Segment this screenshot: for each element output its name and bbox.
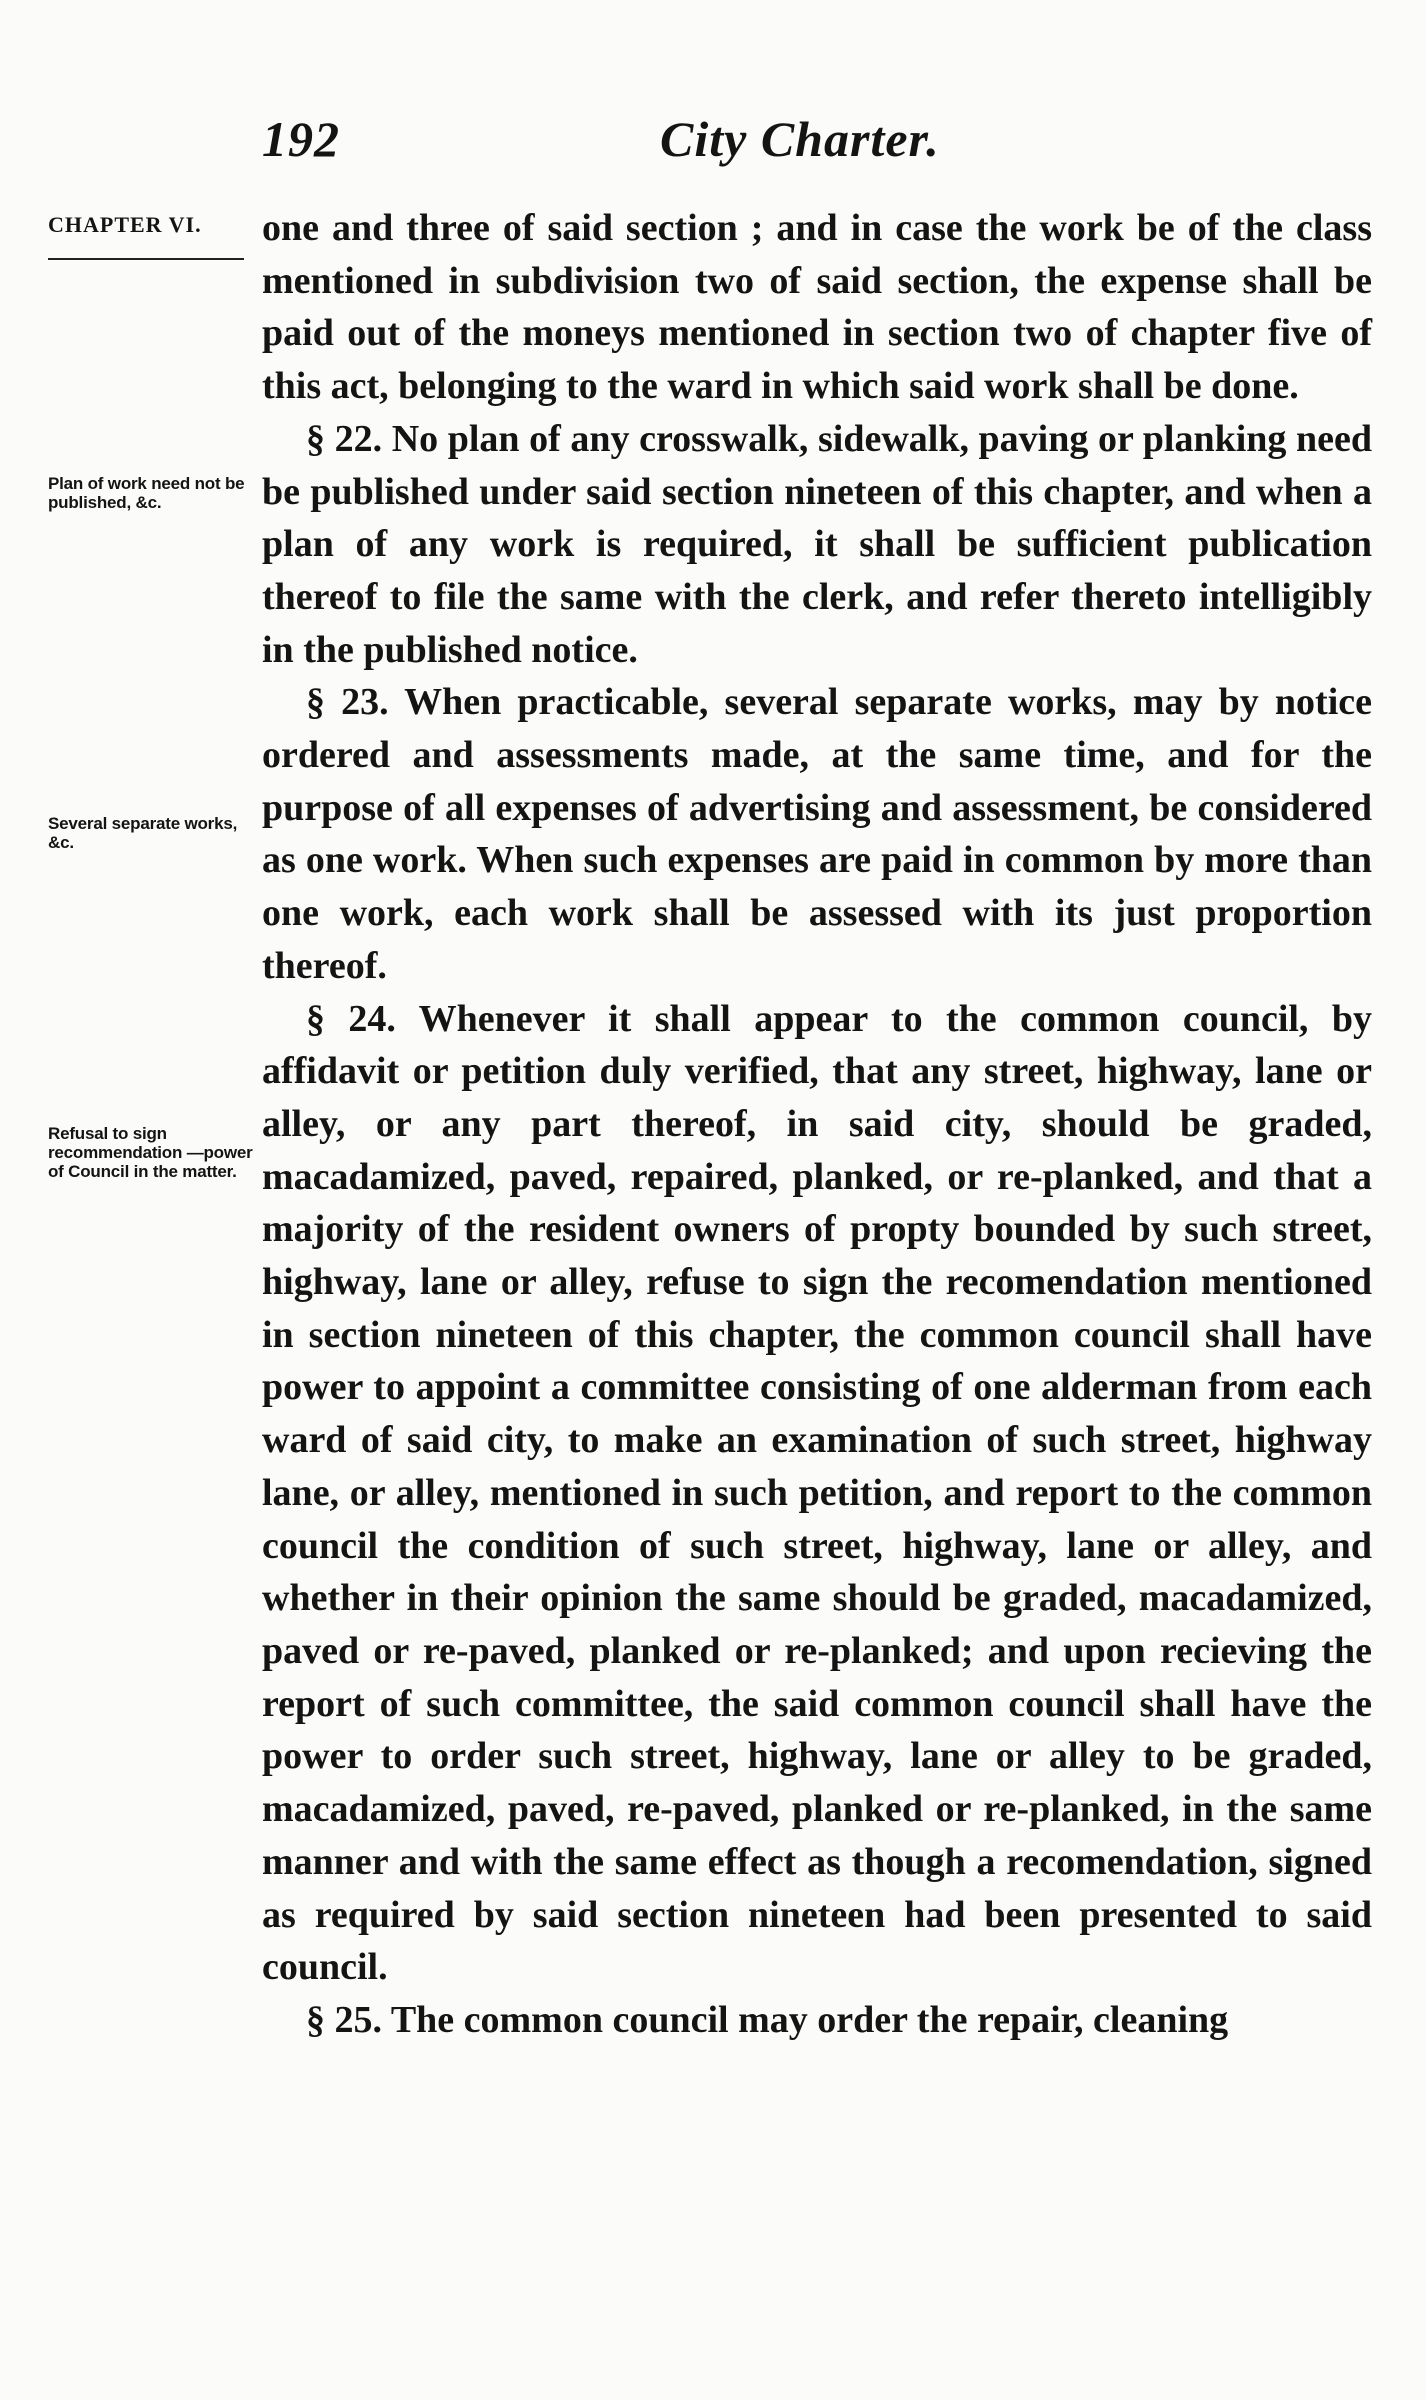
running-title: City Charter. xyxy=(660,111,940,167)
paragraph-continuation: one and three of said section ; and in case the work be of the class mentioned in subdivision two of said section, the expense shall be paid out of the moneys mentioned in section two of chapter five of this act, belonging to the ward in which said work shall be done. xyxy=(262,207,1372,408)
margin-note-plan-of-work: Plan of work need not be published, &c. xyxy=(48,474,245,512)
margin-note-several-works: Several separate works, &c. xyxy=(48,814,238,852)
page-number: 192 xyxy=(262,111,340,167)
paragraph-section-25: § 25. The common council may order the repair, cleaning xyxy=(306,1998,1229,2041)
chapter-rule xyxy=(48,258,244,260)
body-text xyxy=(262,202,1372,2047)
chapter-label: CHAPTER VI. xyxy=(48,212,202,237)
page-header xyxy=(0,110,1426,180)
paragraph-section-23: § 23. When practicable, several separate works, may by notice ordered and assessments made, at the same time, and for the purpose of all expenses of advertising and assessment, be considered as one work. When such expenses are paid in common by more than one work, each work shall be assessed with its just proportion thereof. xyxy=(262,681,1372,987)
paragraph-section-22: § 22. No plan of any crosswalk, sidewalk, paving or planking need be published under said section nineteen of this chapter, and when a plan of any work is required, it shall be sufficient publication thereof to file the same with the clerk, and refer thereto intelligibly in the published notice. xyxy=(262,417,1372,671)
margin-note-refusal-to-sign: Refusal to sign recommendation —power of Council in the matter. xyxy=(48,1124,253,1181)
paragraph-section-24: § 24. Whenever it shall appear to the common council, by affidavit or petition duly verified, that any street, highway, lane or alley, or any part thereof, in said city, should be graded, macadamized, paved, repaired, planked, or re-planked, and that a majority of the resident owners of propty bounded by such street, highway, lane or alley, refuse to sign the recomendation mentioned in section nineteen of this chapter, the common council shall have power to appoint a committee consisting of one alderman from each ward of said city, to make an examination of such street, highway lane, or alley, mentioned in such petition, and report to the common council the condition of such street, highway, lane or alley, and whether in their opinion the same should be graded, macadamized, paved or re-paved, planked or re-planked; and upon recieving the report of such committee, the said common council shall have the power to order such street, highway, lane or alley to be graded, macadamized, paved, re-paved, planked or re-planked, in the same manner and with the same effect as though a recomendation, signed as required by said section nineteen had been presented to said council. xyxy=(262,997,1372,1989)
